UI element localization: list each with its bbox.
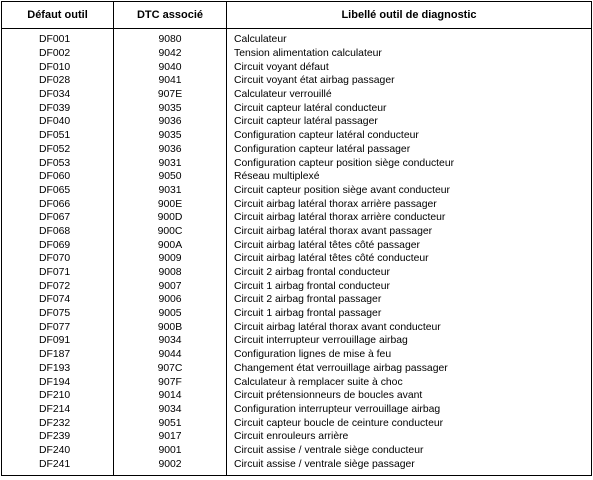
table-row <box>2 252 592 266</box>
cell-dtc-associe: 9006 <box>114 293 227 307</box>
cell-dtc-associe: 900E <box>114 197 227 211</box>
cell-libelle: Changement état verrouillage airbag passager <box>227 362 592 376</box>
cell-dtc-associe: 907E <box>114 88 227 102</box>
header-defaut-outil: Défaut outil <box>2 2 114 29</box>
cell-libelle: Circuit airbag latéral têtes côté conducteur <box>227 252 592 266</box>
table-row <box>2 266 592 280</box>
cell-libelle: Circuit airbag latéral thorax avant passager <box>227 225 592 239</box>
cell-defaut-outil: DF068 <box>2 225 114 239</box>
table-row <box>2 416 592 430</box>
cell-libelle: Circuit assise / ventrale siège passager <box>227 457 592 475</box>
table-header <box>2 2 592 29</box>
cell-dtc-associe: 9051 <box>114 416 227 430</box>
cell-dtc-associe: 9041 <box>114 74 227 88</box>
cell-libelle: Circuit 1 airbag frontal passager <box>227 307 592 321</box>
cell-defaut-outil: DF240 <box>2 444 114 458</box>
cell-dtc-associe: 9001 <box>114 444 227 458</box>
cell-defaut-outil: DF072 <box>2 279 114 293</box>
cell-defaut-outil: DF091 <box>2 334 114 348</box>
cell-libelle: Configuration capteur latéral passager <box>227 143 592 157</box>
cell-libelle: Circuit airbag latéral têtes côté passager <box>227 238 592 252</box>
cell-defaut-outil: DF071 <box>2 266 114 280</box>
cell-libelle: Tension alimentation calculateur <box>227 47 592 61</box>
table-row <box>2 170 592 184</box>
table-row <box>2 403 592 417</box>
cell-libelle: Circuit prétensionneurs de boucles avant <box>227 389 592 403</box>
cell-dtc-associe: 9005 <box>114 307 227 321</box>
cell-defaut-outil: DF066 <box>2 197 114 211</box>
cell-defaut-outil: DF074 <box>2 293 114 307</box>
table-row <box>2 457 592 475</box>
cell-defaut-outil: DF051 <box>2 129 114 143</box>
cell-libelle: Circuit airbag latéral thorax arrière passager <box>227 197 592 211</box>
cell-libelle: Circuit capteur boucle de ceinture conducteur <box>227 416 592 430</box>
table-row <box>2 211 592 225</box>
cell-libelle: Calculateur verrouillé <box>227 88 592 102</box>
table-row <box>2 362 592 376</box>
cell-defaut-outil: DF060 <box>2 170 114 184</box>
dtc-table <box>1 1 592 476</box>
cell-defaut-outil: DF069 <box>2 238 114 252</box>
table-row <box>2 74 592 88</box>
cell-libelle: Circuit voyant état airbag passager <box>227 74 592 88</box>
cell-libelle: Configuration lignes de mise à feu <box>227 348 592 362</box>
table-row <box>2 307 592 321</box>
table-row <box>2 184 592 198</box>
cell-dtc-associe: 907C <box>114 362 227 376</box>
cell-libelle: Circuit airbag latéral thorax avant conducteur <box>227 320 592 334</box>
cell-dtc-associe: 9017 <box>114 430 227 444</box>
table-body <box>2 29 592 476</box>
cell-dtc-associe: 9009 <box>114 252 227 266</box>
cell-libelle: Circuit voyant défaut <box>227 60 592 74</box>
dtc-table-container <box>1 1 592 476</box>
cell-defaut-outil: DF241 <box>2 457 114 475</box>
table-row <box>2 60 592 74</box>
table-row <box>2 320 592 334</box>
cell-libelle: Réseau multiplexé <box>227 170 592 184</box>
table-row <box>2 88 592 102</box>
cell-defaut-outil: DF039 <box>2 101 114 115</box>
cell-dtc-associe: 9014 <box>114 389 227 403</box>
cell-defaut-outil: DF034 <box>2 88 114 102</box>
table-row <box>2 389 592 403</box>
table-row <box>2 156 592 170</box>
table-row <box>2 348 592 362</box>
cell-dtc-associe: 9008 <box>114 266 227 280</box>
header-dtc-associe: DTC associé <box>114 2 227 29</box>
cell-defaut-outil: DF065 <box>2 184 114 198</box>
cell-libelle: Circuit enrouleurs arrière <box>227 430 592 444</box>
table-row <box>2 279 592 293</box>
cell-dtc-associe: 9035 <box>114 101 227 115</box>
table-row <box>2 129 592 143</box>
header-libelle-outil: Libellé outil de diagnostic <box>227 2 592 29</box>
table-row <box>2 115 592 129</box>
cell-dtc-associe: 900A <box>114 238 227 252</box>
cell-defaut-outil: DF070 <box>2 252 114 266</box>
table-row <box>2 444 592 458</box>
cell-defaut-outil: DF001 <box>2 29 114 47</box>
cell-defaut-outil: DF214 <box>2 403 114 417</box>
cell-defaut-outil: DF002 <box>2 47 114 61</box>
cell-dtc-associe: 9036 <box>114 115 227 129</box>
cell-dtc-associe: 900D <box>114 211 227 225</box>
cell-defaut-outil: DF193 <box>2 362 114 376</box>
cell-dtc-associe: 9040 <box>114 60 227 74</box>
cell-defaut-outil: DF239 <box>2 430 114 444</box>
cell-dtc-associe: 9050 <box>114 170 227 184</box>
cell-dtc-associe: 9044 <box>114 348 227 362</box>
cell-dtc-associe: 9007 <box>114 279 227 293</box>
cell-defaut-outil: DF075 <box>2 307 114 321</box>
cell-dtc-associe: 9034 <box>114 403 227 417</box>
cell-dtc-associe: 9035 <box>114 129 227 143</box>
cell-dtc-associe: 9042 <box>114 47 227 61</box>
cell-defaut-outil: DF028 <box>2 74 114 88</box>
cell-dtc-associe: 9080 <box>114 29 227 47</box>
cell-defaut-outil: DF010 <box>2 60 114 74</box>
cell-dtc-associe: 9031 <box>114 156 227 170</box>
cell-dtc-associe: 9031 <box>114 184 227 198</box>
cell-dtc-associe: 9036 <box>114 143 227 157</box>
cell-libelle: Configuration capteur latéral conducteur <box>227 129 592 143</box>
cell-dtc-associe: 9034 <box>114 334 227 348</box>
cell-libelle: Calculateur <box>227 29 592 47</box>
table-row <box>2 430 592 444</box>
cell-defaut-outil: DF052 <box>2 143 114 157</box>
table-row <box>2 143 592 157</box>
table-row <box>2 101 592 115</box>
table-row <box>2 29 592 47</box>
table-row <box>2 225 592 239</box>
table-row <box>2 197 592 211</box>
cell-libelle: Circuit 2 airbag frontal conducteur <box>227 266 592 280</box>
cell-defaut-outil: DF194 <box>2 375 114 389</box>
cell-libelle: Configuration interrupteur verrouillage airbag <box>227 403 592 417</box>
cell-defaut-outil: DF187 <box>2 348 114 362</box>
cell-defaut-outil: DF040 <box>2 115 114 129</box>
cell-dtc-associe: 907F <box>114 375 227 389</box>
cell-dtc-associe: 9002 <box>114 457 227 475</box>
cell-libelle: Circuit capteur latéral conducteur <box>227 101 592 115</box>
cell-libelle: Circuit 2 airbag frontal passager <box>227 293 592 307</box>
cell-libelle: Circuit interrupteur verrouillage airbag <box>227 334 592 348</box>
table-row <box>2 238 592 252</box>
cell-defaut-outil: DF067 <box>2 211 114 225</box>
cell-defaut-outil: DF077 <box>2 320 114 334</box>
cell-libelle: Circuit airbag latéral thorax arrière conducteur <box>227 211 592 225</box>
table-row <box>2 375 592 389</box>
header-row <box>2 2 592 29</box>
table-row <box>2 293 592 307</box>
cell-defaut-outil: DF053 <box>2 156 114 170</box>
cell-libelle: Circuit 1 airbag frontal conducteur <box>227 279 592 293</box>
cell-libelle: Circuit assise / ventrale siège conducteur <box>227 444 592 458</box>
cell-libelle: Calculateur à remplacer suite à choc <box>227 375 592 389</box>
cell-defaut-outil: DF232 <box>2 416 114 430</box>
cell-defaut-outil: DF210 <box>2 389 114 403</box>
table-row <box>2 334 592 348</box>
cell-dtc-associe: 900B <box>114 320 227 334</box>
cell-libelle: Circuit capteur position siège avant conducteur <box>227 184 592 198</box>
cell-libelle: Circuit capteur latéral passager <box>227 115 592 129</box>
cell-libelle: Configuration capteur position siège conducteur <box>227 156 592 170</box>
table-row <box>2 47 592 61</box>
cell-dtc-associe: 900C <box>114 225 227 239</box>
